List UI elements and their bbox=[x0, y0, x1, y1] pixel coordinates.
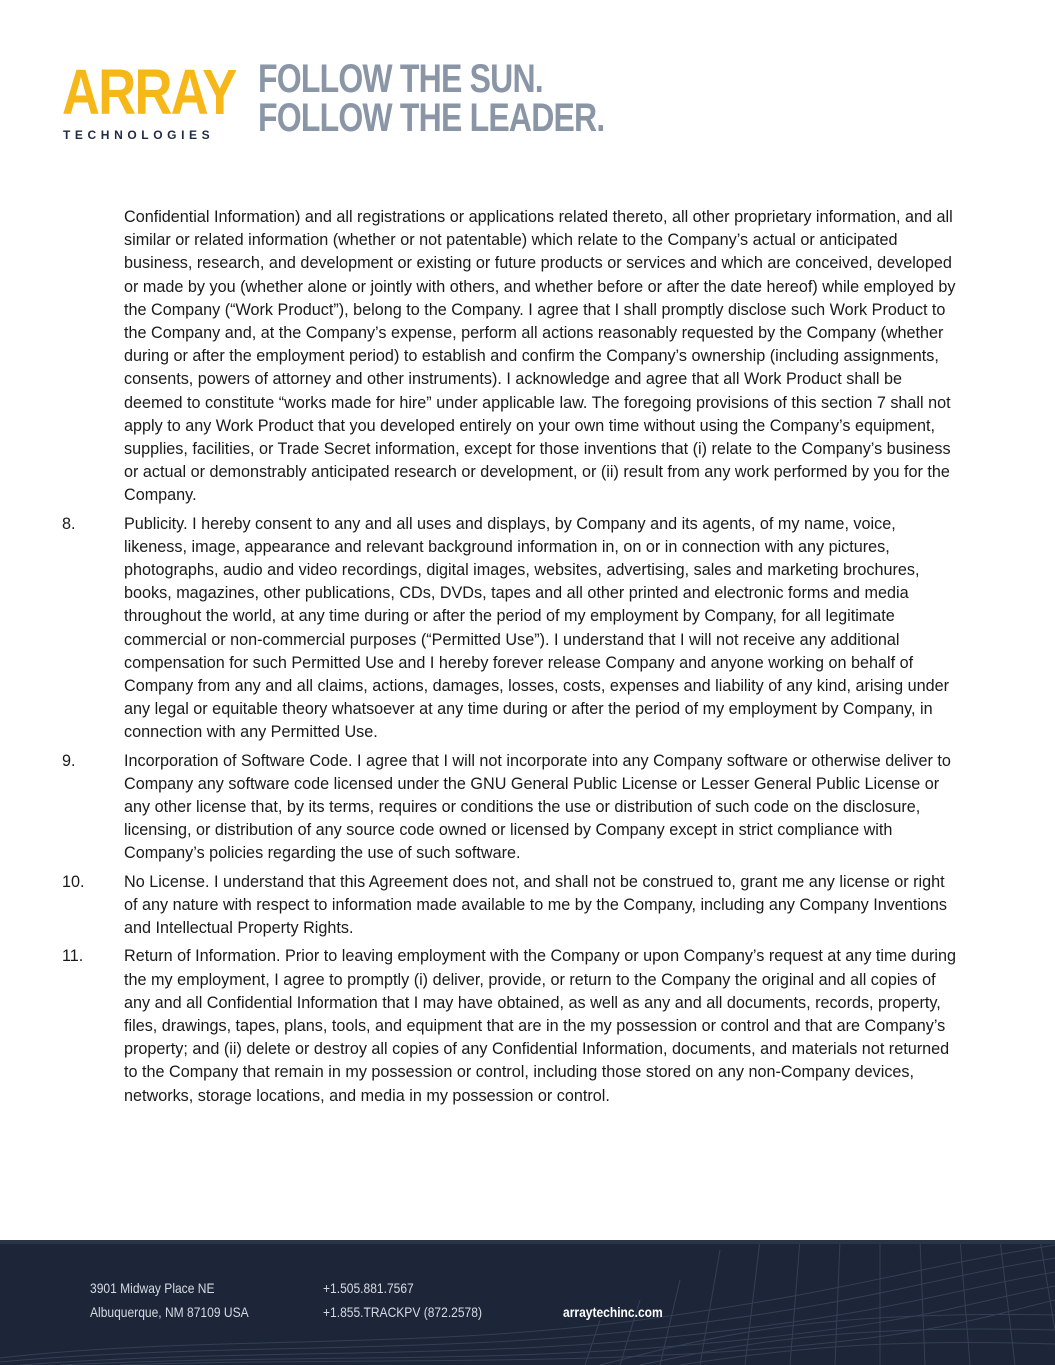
paragraph-text: Confidential Information) and all registrations or applications related thereto, all other proprietary information, and all similar or related information (whether or not patentable) which relate to the Company’s actual or anticipated business, research, and development or existing or future products or services and which are conceived, developed or made by you (whether alone or jointly with others, and whether before or after the date hereof) while employed by the Company (“Work Product”), belong to the Company. I agree that I shall promptly disclose such Work Product to the Company and, at the Company’s expense, perform all actions reasonably requested by the Company (whether during or after the employment period) to establish and confirm the Company’s ownership (including assignments, consents, powers of attorney and other instruments). I acknowledge and agree that all Work Product shall be deemed to constitute “works made for hire” under applicable law. The foregoing provisions of this section 7 shall not apply to any Work Product that you developed entirely on your own time without using the Company’s equipment, supplies, facilities, or Trade Secret information, except for those inventions that (i) relate to the Company’s business or actual or demonstrably anticipated research or development, or (ii) result from any work performed by you for the Company. bbox=[124, 208, 956, 505]
paragraph-9 bbox=[62, 750, 962, 866]
paragraph-text: Incorporation of Software Code. I agree that I will not incorporate into any Company software or otherwise deliver to Company any software code licensed under the GNU General Public License or Lesser General Public License or any other license that, by its terms, requires or conditions the use or distribution of such code on the disclosure, licensing, or distribution of any source code owned or licensed by Company except in strict compliance with Company’s policies regarding the use of such software. bbox=[124, 751, 951, 863]
paragraph-7-continued bbox=[62, 206, 962, 508]
logo-wordmark: ARRAY bbox=[62, 56, 236, 128]
paragraph-number: 9. bbox=[62, 751, 76, 770]
paragraph-text: No License. I understand that this Agreement does not, and shall not be construed to, grant me any license or right of any nature with respect to information made available to me by the Company, including any Company Inventions and Intellectual Property Rights. bbox=[124, 872, 948, 938]
footer-website-link[interactable]: arraytechinc.com bbox=[563, 1304, 663, 1320]
paragraph-number: 8. bbox=[62, 514, 76, 533]
paragraph-number: 10. bbox=[62, 872, 85, 891]
paragraph-11 bbox=[62, 945, 962, 1107]
footer-address-line-2: Albuquerque, NM 87109 USA bbox=[90, 1304, 249, 1320]
tagline-line-1: FOLLOW THE SUN. bbox=[258, 57, 543, 101]
paragraph-number bbox=[62, 206, 124, 508]
paragraph-8 bbox=[62, 513, 962, 745]
footer-phone-2: +1.855.TRACKPV (872.2578) bbox=[323, 1304, 482, 1320]
tagline bbox=[258, 57, 605, 140]
company-logo bbox=[62, 56, 236, 142]
paragraph-text: Publicity. I hereby consent to any and all uses and displays, by Company and its agents, of my name, voice, likeness, image, appearance and relevant background information in, on or in connection with any pictures, photographs, audio and video recordings, digital images, websites, advertising, sales and marketing brochures, books, magazines, other publications, CDs, DVDs, tapes and all other printed and electronic forms and media throughout the world, at any time during or after the period of my employment by Company, for all legitimate commercial or non-commercial purposes (“Permitted Use”). I understand that I will not receive any additional compensation for such Permitted Use and I hereby forever release Company and anyone working on behalf of Company from any and all claims, actions, damages, losses, costs, expenses and liability of any kind, arising under any legal or equitable theory whatsoever at any time during or after the period of my employment by Company, in connection with any Permitted Use. bbox=[124, 514, 950, 742]
paragraph-number: 11. bbox=[62, 947, 84, 966]
document-body bbox=[62, 206, 962, 1113]
footer-band bbox=[0, 1240, 1055, 1365]
paragraph-text: Return of Information. Prior to leaving employment with the Company or upon Company’s request at any time during the my employment, I agree to promptly (i) deliver, provide, or return to the Company the original and all copies of any and all Confidential Information that I may have obtained, as well as any and all documents, records, property, files, drawings, tapes, plans, tools, and equipment that are in the my possession or control and that are Company’s property; and (ii) delete or destroy all copies of any Confidential Information, documents, and materials not returned to the Company that remain in my possession or control, including those stored on any non-Company devices, networks, storage locations, and media in my possession or control. bbox=[124, 947, 956, 1105]
footer-address-line-1: 3901 Midway Place NE bbox=[90, 1280, 215, 1296]
letterhead bbox=[0, 0, 1055, 170]
paragraph-10 bbox=[62, 871, 962, 941]
footer-phone-1: +1.505.881.7567 bbox=[323, 1280, 414, 1296]
tagline-line-2: FOLLOW THE LEADER. bbox=[258, 96, 605, 140]
logo-subtitle: TECHNOLOGIES bbox=[63, 128, 215, 142]
